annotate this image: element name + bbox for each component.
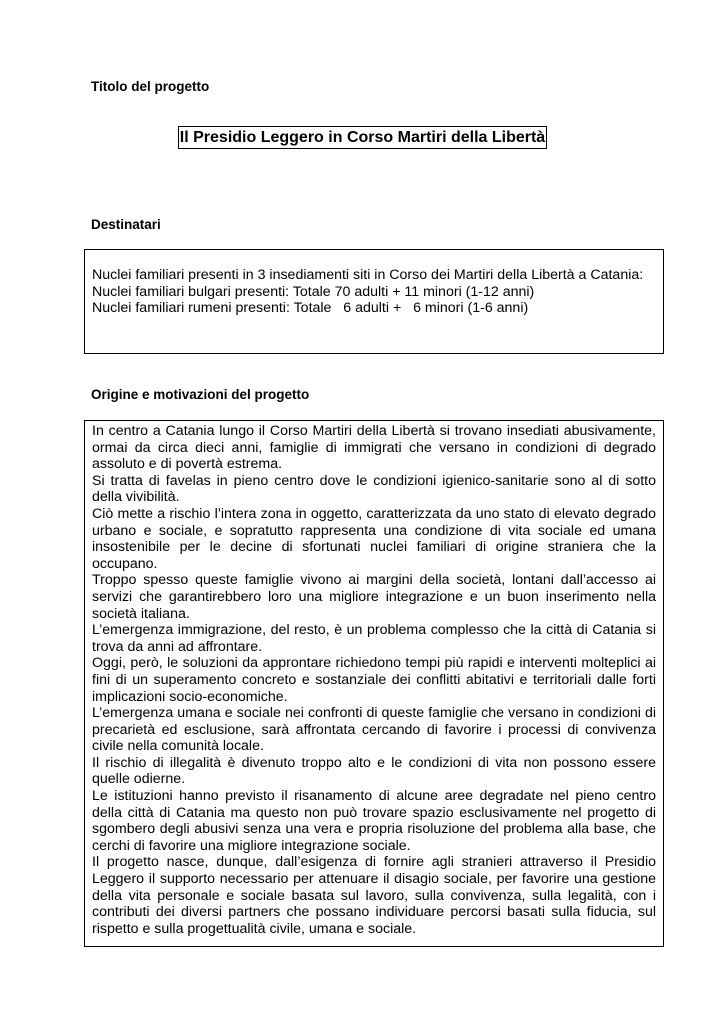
origine-box (84, 420, 664, 947)
origine-paragraph: Il rischio di illegalità è divenuto troppo alto e le condizioni di vita non possono essere quelle odierne. (92, 754, 656, 788)
project-title-text: Il Presidio Leggero in Corso Martiri della Libertà (178, 126, 547, 149)
destinatari-box (84, 249, 664, 354)
origine-heading: Origine e motivazioni del progetto (91, 387, 310, 402)
origine-paragraph: In centro a Catania lungo il Corso Martiri della Libertà si trovano insediati abusivamente, ormai da circa dieci anni, famiglie di immigrati che versano in condizioni di degrado assoluto e di povertà estrema. (92, 423, 656, 473)
origine-paragraph: Le istituzioni hanno previsto il risanamento di alcune aree degradate nel pieno centro della città di Catania ma questo non può trovare spazio esclusivamente nel progetto di sgombero degli abusivi senza una vera e propria risoluzione del problema alla base, che cerchi di favorire una migliore integrazione sociale. (92, 788, 656, 854)
titolo-heading: Titolo del progetto (91, 79, 210, 94)
origine-paragraph: L’emergenza immigrazione, del resto, è un problema complesso che la città di Catania si trova da anni ad affrontare. (92, 622, 656, 655)
destinatari-line: Nuclei familiari bulgari presenti: Totale 70 adulti + 11 minori (1-12 anni) (92, 283, 535, 300)
destinatari-line: Nuclei familiari presenti in 3 insediamenti siti in Corso dei Martiri della Libertà a Catania: (92, 267, 644, 283)
origine-paragraph: Oggi, però, le soluzioni da approntare richiedono tempi più rapidi e interventi molteplici ai fini di un superamento concreto e sostanziale dei conflitti abitativi e territoriali dalle forti implicazioni socio-economiche. (92, 655, 656, 705)
project-title (0, 126, 725, 149)
origine-paragraph: Il progetto nasce, dunque, dall’esigenza di fornire agli stranieri attraverso il Presidio Leggero il supporto necessario per attenuare il disagio sociale, per favorire una gestione della vita personale e sociale basata sul lavoro, sulla convivenza, sulla legalità, con i contributi dei diversi partners che possano individuare percorsi basati sulla fiducia, sul rispetto e sulla progettualità civile, umana e sociale. (92, 854, 656, 937)
destinatari-heading: Destinatari (91, 217, 161, 232)
origine-paragraph: L’emergenza umana e sociale nei confronti di queste famiglie che versano in condizioni di precarietà ed esclusione, sarà affrontata cercando di favorire i processi di convivenza civile nella comunità locale. (92, 705, 656, 755)
origine-paragraph: Ciò mette a rischio l’intera zona in oggetto, caratterizzata da uno stato di elevato degrado urbano e sociale, e sopratutto rappresenta una condizione di vita sociale ed umana insostenibile per le decine di sfortunati nuclei familiari di origine straniera che la occupano. (92, 505, 656, 572)
origine-paragraph: Si tratta di favelas in pieno centro dove le condizioni igienico-sanitarie sono al di sotto della vivibilità. (92, 472, 656, 506)
origine-paragraph: Troppo spesso queste famiglie vivono ai margini della società, lontani dall’accesso ai servizi che garantirebbero loro una migliore integrazione e un buon inserimento nella società italiana. (92, 572, 656, 622)
destinatari-line: Nuclei familiari rumeni presenti: Totale 6 adulti + 6 minori (1-6 anni) (92, 300, 529, 317)
